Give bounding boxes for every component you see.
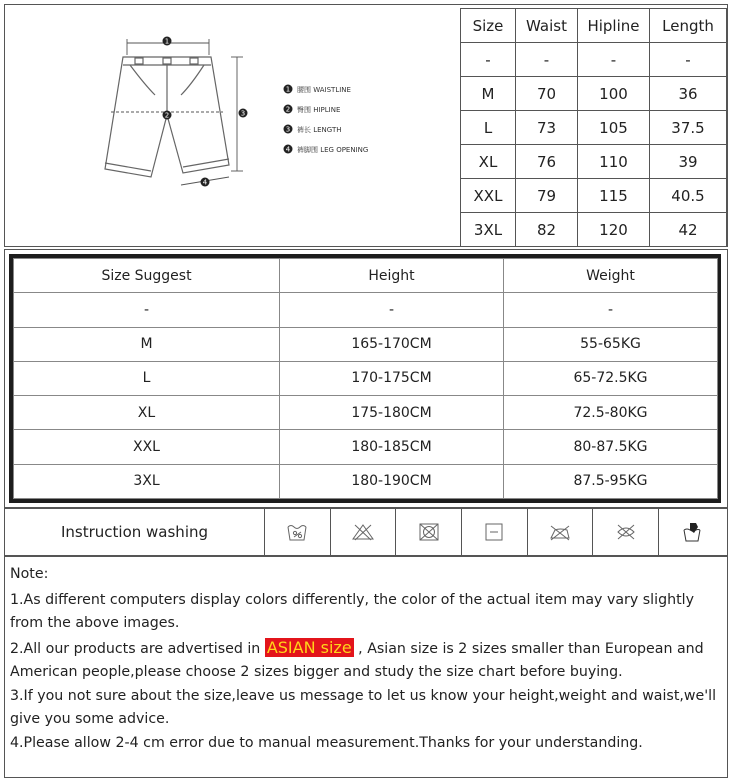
table-row — [14, 361, 718, 395]
table-row — [461, 43, 727, 77]
table-cell: - — [280, 293, 504, 327]
asian-size-highlight: ASIAN size — [266, 638, 352, 657]
table-cell: 105 — [578, 111, 650, 145]
do-not-iron-icon — [548, 522, 572, 542]
table-cell: - — [578, 43, 650, 77]
table-cell: 110 — [578, 145, 650, 179]
table-cell: M — [14, 327, 280, 361]
legend-leg-opening: 裤脚围 LEG OPENING — [297, 146, 369, 154]
shorts-diagram — [5, 5, 457, 246]
table-header-row — [14, 259, 718, 293]
legend-num-1: 1 — [285, 85, 291, 94]
table-row — [14, 430, 718, 464]
table-cell: 120 — [578, 213, 650, 247]
wash-cell-6 — [593, 509, 659, 555]
table-cell: L — [14, 361, 280, 395]
table-cell: XXL — [14, 430, 280, 464]
table-cell: 39 — [650, 145, 727, 179]
table-cell: 180-190CM — [280, 464, 504, 498]
table-row — [461, 213, 727, 247]
header-size: Size — [461, 9, 516, 43]
table-cell: 180-185CM — [280, 430, 504, 464]
do-not-tumble-dry-icon — [418, 522, 440, 542]
table-cell: 115 — [578, 179, 650, 213]
table-cell: XXL — [461, 179, 516, 213]
hand-wash-icon — [681, 521, 703, 543]
wash-cell-1 — [265, 509, 331, 555]
note-2-suffix: , Asian size is 2 sizes smaller than European and American people,please choose 2 sizes bigger and study the size chart before buying. — [10, 641, 704, 680]
note-2-prefix: 2.All our products are advertised in — [10, 641, 265, 657]
legend-length: 裤长 LENGTH — [297, 126, 342, 134]
size-suggest-table — [13, 258, 718, 499]
note-4: 4.Please allow 2-4 cm error due to manual measurement.Thanks for your understanding. — [10, 735, 643, 751]
size-suggest-frame — [9, 254, 721, 503]
washing-instructions — [4, 508, 728, 556]
table-cell: - — [504, 293, 718, 327]
hand-wash-30-icon — [286, 522, 308, 542]
washing-label: Instruction washing — [5, 509, 265, 555]
header-weight: Weight — [504, 259, 718, 293]
svg-text:4: 4 — [202, 178, 208, 187]
legend-num-2: 2 — [285, 105, 291, 114]
table-row — [461, 77, 727, 111]
table-cell: 40.5 — [650, 179, 727, 213]
measurement-table — [460, 8, 727, 247]
header-length: Length — [650, 9, 727, 43]
table-cell: 82 — [516, 213, 578, 247]
table-cell: 3XL — [14, 464, 280, 498]
wash-cell-2 — [331, 509, 397, 555]
table-cell: 37.5 — [650, 111, 727, 145]
table-cell: 79 — [516, 179, 578, 213]
table-cell: 170-175CM — [280, 361, 504, 395]
note-title: Note: — [10, 566, 49, 582]
table-header-row — [461, 9, 727, 43]
table-cell: 55-65KG — [504, 327, 718, 361]
table-cell: 165-170CM — [280, 327, 504, 361]
table-cell: L — [461, 111, 516, 145]
table-cell: 72.5-80KG — [504, 396, 718, 430]
dry-flat-icon — [484, 522, 504, 542]
header-height: Height — [280, 259, 504, 293]
table-cell: - — [516, 43, 578, 77]
table-cell: 87.5-95KG — [504, 464, 718, 498]
legend-waistline: 腰围 WAISTLINE — [297, 86, 351, 94]
table-cell: 3XL — [461, 213, 516, 247]
header-hipline: Hipline — [578, 9, 650, 43]
wash-cell-4 — [462, 509, 528, 555]
legend-num-4: 4 — [285, 145, 291, 154]
table-row — [461, 145, 727, 179]
table-cell: 73 — [516, 111, 578, 145]
do-not-dry-clean-icon — [614, 522, 638, 542]
table-row — [14, 327, 718, 361]
wash-cell-3 — [396, 509, 462, 555]
table-cell: 100 — [578, 77, 650, 111]
notes-section — [4, 556, 728, 778]
note-1: 1.As different computers display colors differently, the color of the actual item may vary slightly from the above images. — [10, 592, 694, 631]
table-row — [14, 293, 718, 327]
size-chart-section — [4, 4, 728, 247]
do-not-bleach-icon — [351, 522, 375, 542]
table-cell: - — [14, 293, 280, 327]
table-cell: 80-87.5KG — [504, 430, 718, 464]
table-cell: M — [461, 77, 516, 111]
wash-cell-5 — [528, 509, 594, 555]
size-suggest-section — [4, 249, 728, 508]
table-cell: 76 — [516, 145, 578, 179]
table-cell: 70 — [516, 77, 578, 111]
header-waist: Waist — [516, 9, 578, 43]
note-2 — [10, 636, 722, 684]
table-cell: 175-180CM — [280, 396, 504, 430]
table-cell: 42 — [650, 213, 727, 247]
header-size-suggest: Size Suggest — [14, 259, 280, 293]
table-cell: XL — [461, 145, 516, 179]
table-row — [461, 111, 727, 145]
table-cell: 36 — [650, 77, 727, 111]
svg-text:2: 2 — [164, 111, 170, 120]
table-row — [14, 396, 718, 430]
table-row — [14, 464, 718, 498]
svg-text:3: 3 — [240, 109, 246, 118]
table-cell: - — [461, 43, 516, 77]
svg-text:1: 1 — [164, 37, 170, 46]
wash-cell-7 — [659, 509, 725, 555]
table-cell: - — [650, 43, 727, 77]
table-row — [461, 179, 727, 213]
legend-num-3: 3 — [285, 125, 291, 134]
table-cell: 65-72.5KG — [504, 361, 718, 395]
note-3: 3.If you not sure about the size,leave us message to let us know your height,weight and waist,we'll give you some advice. — [10, 688, 717, 727]
legend-hipline: 臀围 HIPLINE — [297, 106, 341, 114]
table-cell: XL — [14, 396, 280, 430]
shorts-illustration — [5, 5, 457, 246]
